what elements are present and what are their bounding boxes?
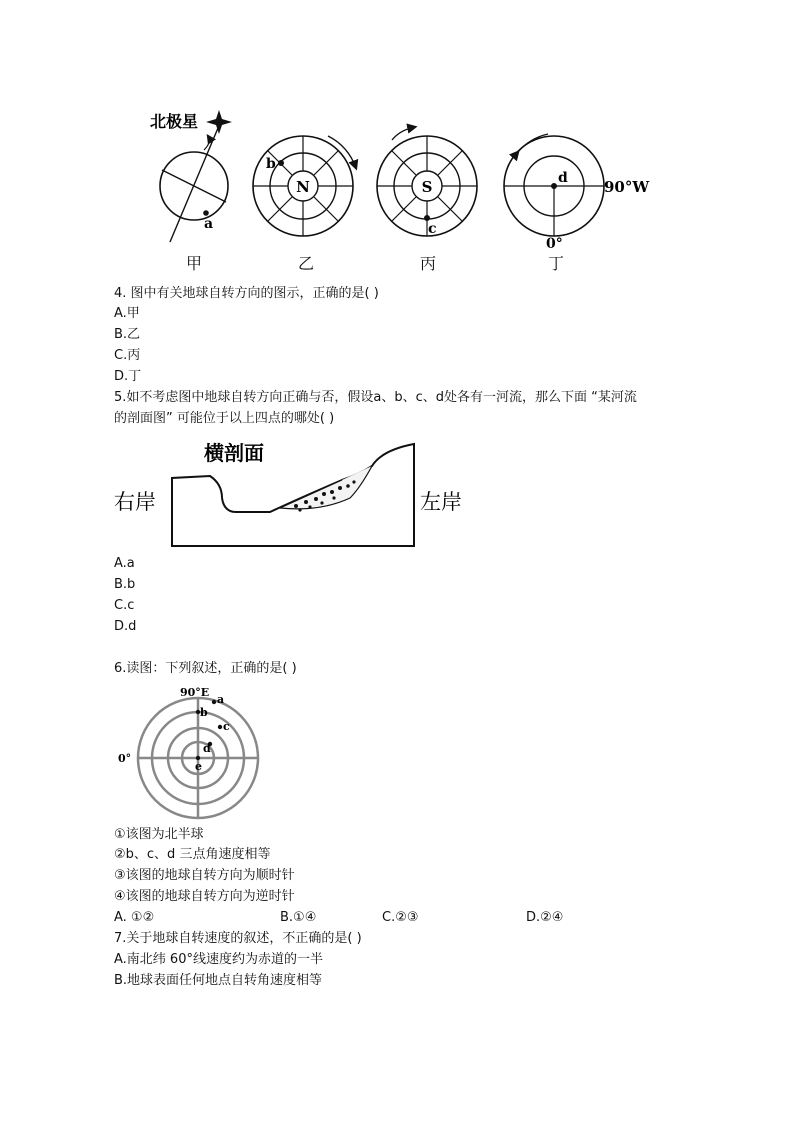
q5-option-d[interactable]: D.d bbox=[114, 619, 137, 634]
q6-option-b[interactable]: B.①④ bbox=[280, 910, 317, 925]
q6-point-e: e bbox=[195, 760, 202, 773]
q6-point-a: a bbox=[217, 693, 225, 706]
label-90w: 90°W bbox=[604, 178, 650, 196]
label-0deg: 0° bbox=[546, 236, 563, 252]
q6-point-c: c bbox=[223, 720, 230, 733]
polaris-star-icon bbox=[206, 110, 232, 134]
label-90e: 90°E bbox=[180, 686, 210, 699]
q6-statement-1: ①该图为北半球 bbox=[114, 827, 204, 842]
q6-option-d[interactable]: D.②④ bbox=[526, 910, 564, 925]
q6-point-d: d bbox=[203, 742, 211, 755]
q6-statement-2: ②b、c、d 三点角速度相等 bbox=[114, 847, 271, 862]
q5-option-a[interactable]: A.a bbox=[114, 556, 135, 571]
q7-option-b[interactable]: B.地球表面任何地点自转角速度相等 bbox=[114, 973, 323, 988]
label-0deg-left: 0° bbox=[118, 752, 132, 765]
q6-stem: 6.读图：下列叙述，正确的是( ) bbox=[114, 661, 297, 676]
q5-stem-line2: 的剖面图” 可能位于以上四点的哪处( ) bbox=[114, 411, 335, 426]
q6-option-a[interactable]: A. ①② bbox=[114, 910, 155, 925]
center-n: N bbox=[296, 178, 310, 196]
point-c: c bbox=[428, 221, 437, 237]
point-d: d bbox=[558, 170, 568, 186]
panel-ding bbox=[504, 134, 650, 252]
q4-option-d[interactable]: D.丁 bbox=[114, 369, 142, 384]
polaris-label: 北极星 bbox=[150, 112, 199, 131]
q6-statement-3: ③该图的地球自转方向为顺时针 bbox=[114, 868, 295, 883]
q6-point-b: b bbox=[200, 706, 208, 719]
q6-statement-4: ④该图的地球自转方向为逆时针 bbox=[114, 889, 295, 904]
q7-option-a[interactable]: A.南北纬 60°线速度约为赤道的一半 bbox=[114, 952, 323, 967]
caption-bing: 丙 bbox=[420, 254, 437, 273]
q7-stem: 7.关于地球自转速度的叙述，不正确的是( ) bbox=[114, 931, 362, 946]
rotation-figure bbox=[140, 100, 680, 275]
q5-option-b[interactable]: B.b bbox=[114, 577, 136, 592]
caption-yi: 乙 bbox=[298, 254, 315, 273]
q5-stem-line1: 5.如不考虑图中地球自转方向正确与否，假设a、b、c、d处各有一河流，那么下面 “某河流 bbox=[114, 390, 637, 405]
q6-option-c[interactable]: C.②③ bbox=[382, 910, 419, 925]
q4-option-b[interactable]: B.乙 bbox=[114, 327, 141, 342]
panel-bing bbox=[377, 127, 477, 237]
panel-jia bbox=[150, 110, 232, 242]
caption-jia: 甲 bbox=[186, 254, 203, 273]
point-a: a bbox=[204, 216, 214, 232]
center-s: S bbox=[421, 178, 433, 196]
polar-view-figure bbox=[114, 682, 274, 822]
right-bank-label: 右岸 bbox=[114, 490, 156, 514]
left-bank-label: 左岸 bbox=[420, 490, 462, 514]
q5-option-c[interactable]: C.c bbox=[114, 598, 135, 613]
q4-option-a[interactable]: A.甲 bbox=[114, 306, 140, 321]
q4-option-c[interactable]: C.丙 bbox=[114, 348, 141, 363]
caption-ding: 丁 bbox=[548, 254, 565, 273]
cross-section-title: 横剖面 bbox=[204, 441, 264, 465]
point-b: b bbox=[266, 156, 276, 172]
panel-yi bbox=[253, 136, 356, 236]
q4-stem: 4. 图中有关地球自转方向的图示，正确的是( ) bbox=[114, 286, 379, 301]
river-cross-section bbox=[110, 436, 480, 554]
